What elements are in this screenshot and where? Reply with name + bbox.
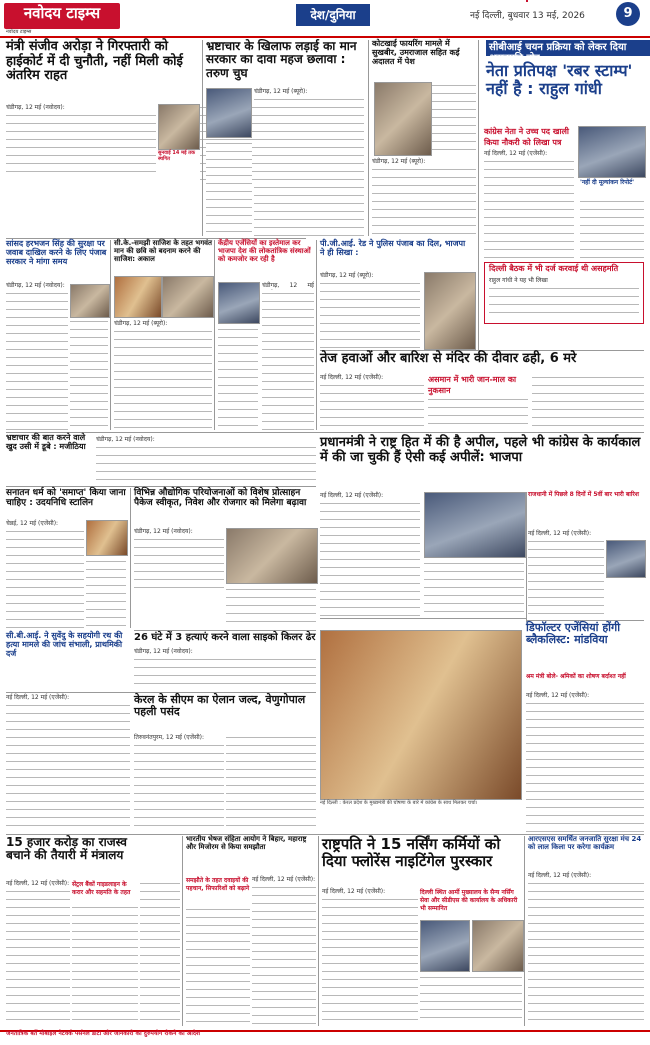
story-body — [484, 158, 574, 258]
story-lead: नई दिल्ली, 12 मई (एजेंसी): — [528, 530, 592, 537]
story-headline: प्रधानमंत्री ने राष्ट्र हित में की है अपील, पहले भी कांग्रेस के कार्यकाल में की जा चुकी हैं ऐसी कई अपीलें: भाजपा — [320, 435, 641, 465]
story-lead: नई दिल्ली, 12 मई (एजेंसी): — [528, 872, 592, 879]
story-body — [6, 528, 84, 628]
story-lead: चंडीगढ़, 12 मई (नवोदय): — [6, 282, 65, 289]
divider — [182, 836, 183, 1026]
story-lead: चंडीगढ़, 12 मई — [262, 282, 314, 289]
story-lead: नई दिल्ली, 12 मई (एजेंसी): — [320, 374, 384, 381]
story-lead: चंडीगढ़, 12 मई (नवोदय): — [6, 104, 65, 111]
story-body-col — [532, 374, 644, 430]
story-headline: राजधानी में पिछले 8 दिनों में 5वीं बार भारी बारिश — [528, 491, 639, 498]
story-subhead: समझौते के तहत दवाइयों की पहचान, सिफारिशों को बढ़ाने — [186, 877, 250, 892]
story-photo — [114, 276, 162, 318]
story-body — [6, 702, 130, 832]
story-photo — [70, 284, 110, 318]
page-header — [0, 0, 650, 38]
story-headline: नेता प्रतिपक्ष 'रबर स्टाम्प' नहीं है : राहुल गांधी — [486, 61, 633, 98]
story-subhead: कांग्रेस नेता ने उच्च पद खाली किया नौकरी को लिखा पत्र — [484, 127, 569, 147]
story-photo — [218, 282, 260, 324]
story-photo — [86, 520, 128, 556]
story-box — [484, 262, 644, 324]
story-body-col — [432, 82, 476, 154]
section-label: देश/दुनिया — [296, 4, 370, 26]
story-body-col — [140, 880, 180, 1024]
story-lead: चंडीगढ़, 12 मई (नवोदय): — [96, 436, 155, 443]
story-lead: नई दिल्ली, 12 मई (एजेंसी): — [526, 692, 590, 699]
story-photo — [226, 528, 318, 584]
story-lead: नई दिल्ली, 12 मई (एजेंसी): — [6, 694, 70, 701]
story-body — [134, 656, 316, 690]
story-body — [372, 166, 476, 236]
story-body — [528, 880, 644, 1024]
divider — [524, 836, 525, 1026]
story-lead: तिरुवनंतपुरम, 12 मई (एजेंसी): — [134, 734, 204, 741]
story-lead: चंडीगढ़, 12 मई (ब्यूरो): — [254, 88, 308, 95]
story-subhead: असमान में भारी जान-माल का नुकसान — [428, 375, 517, 395]
divider — [6, 486, 316, 487]
story-photo — [420, 920, 470, 972]
story-photo — [578, 126, 646, 178]
story-body — [489, 285, 639, 319]
story-body — [6, 888, 70, 1024]
story-headline: राष्ट्रपति ने 15 नर्सिंग कर्मियों को दिया फ्लोरेंस नाइटिंगेल पुरस्कार — [322, 835, 501, 870]
divider — [316, 240, 317, 430]
story-body-col — [420, 974, 522, 1024]
story-body — [96, 444, 316, 484]
story-lead: चंडीगढ़, 12 मई (नवोदय): — [134, 648, 193, 655]
story-photo — [206, 88, 252, 138]
story-body-col — [206, 140, 252, 236]
story-subhead: सेंट्रल बैंकों गाइडलाइन के करार और सहमति के तहत — [72, 881, 131, 896]
story-lead: नई दिल्ली, 12 मई (एजेंसी): — [484, 150, 548, 157]
story-body — [322, 896, 418, 1024]
story-body — [320, 382, 424, 430]
story-headline: सनातन धर्म को 'समाप्त' किया जाना चाहिए : उदयनिधि स्टालिन — [6, 488, 126, 509]
story-headline: 26 घंटे में 3 हत्याएं करने वाला साइको किलर ढेर — [134, 632, 316, 643]
story-headline: सांसद हरभजन सिंह की सुरक्षा पर जवाब दाखिल करने के लिए पंजाब सरकार ने मांगा समय — [6, 239, 107, 266]
story-lead: चंडीगढ़, 12 मई (नवोदय): — [134, 528, 193, 535]
story-body — [134, 742, 224, 832]
story-subhead: 'नहीं दी मूल्यांकन रिपोर्ट' — [580, 179, 635, 186]
story-body-col — [580, 198, 644, 258]
story-body-col — [86, 558, 126, 628]
story-headline: तेज हवाओं और बारिश से मंदिर की दीवार ढही, 6 मरे — [320, 351, 577, 366]
divider — [368, 40, 369, 236]
story-lead: राहुल गांधी ने यह भी लिखा — [489, 277, 548, 284]
story-body — [528, 538, 604, 618]
story-photo — [606, 540, 646, 578]
story-lead: चंडीगढ़, 12 मई (ब्यूरो): — [114, 320, 168, 327]
story-lead: नई दिल्ली, 12 मई (एजेंसी): — [6, 880, 70, 887]
story-body — [254, 96, 364, 236]
story-lead: चंडीगढ़, 12 मई (ब्यूरो): — [320, 272, 374, 279]
divider — [202, 40, 203, 236]
photo-caption: नई दिल्ली : केरल प्रदेश के मुख्यमंत्री की घोषणा के बारे में कांग्रेस के साथ मिलकर चर्चा। — [320, 800, 478, 806]
story-body — [252, 884, 316, 1024]
masthead-sub: नवोदय टाइम्स — [6, 29, 32, 35]
story-lead: चेन्नई, 12 मई (एजेंसी): — [6, 520, 59, 527]
story-body-col — [218, 326, 258, 430]
story-headline: 15 हजार करोड़ का राजस्व बचाने की तैयारी में मंत्रालय — [6, 835, 127, 863]
story-photo — [374, 82, 432, 156]
story-headline: सी.बी.आई. ने सुवेंदु के सहयोगी रथ की हत्या मामले की जांच संभाली, प्राथमिकी दर्ज — [6, 631, 123, 658]
story-photo — [158, 104, 200, 150]
story-body-col — [226, 734, 316, 832]
story-headline: सी.के.-समझी साजिश के तहत भगवंत मान की छवि को बदनाम करने की साजिश: अकाल — [114, 239, 213, 263]
story-subhead: श्रम मंत्री बोले- श्रमिकों का शोषण बर्दाश्त नहीं — [526, 673, 626, 680]
masthead-logo: नवोदय टाइम्स — [4, 3, 120, 29]
story-body-col — [226, 586, 316, 628]
photo-caption: सुनवाई 14 मई तक स्थगित — [158, 150, 196, 162]
story-body — [134, 536, 224, 592]
divider — [318, 836, 319, 1026]
divider — [6, 432, 644, 433]
story-headline: डिफॉल्टर एजेंसियां होंगी ब्लैकलिस्ट: मांडविया — [526, 621, 621, 647]
page-number: 9 — [616, 2, 640, 26]
divider — [214, 240, 215, 430]
story-headline: कोटखाई फायरिंग मामले में सुखबीर, उमराजाल सहित कई अदालत में पेश — [372, 39, 460, 66]
story-lead: चंडीगढ़, 12 मई (ब्यूरो): — [372, 158, 426, 165]
story-headline: विभिन्न औद्योगिक परियोजनाओं को विशेष प्रोत्साहन पैकेज स्वीकृत, निवेश और रोजगार को मिलेगा बढ़ावा — [134, 488, 307, 509]
story-headline: जनतांत्रिक बर्ते मोबाइल नेटवर्क पर्सनल डाटा और जानकारी का दुरुपयोग रोकने का आदेश — [6, 1030, 201, 1037]
story-body — [114, 328, 212, 430]
story-body — [526, 700, 644, 832]
story-headline: केंद्रीय एजेंसियों का इस्तेमाल कर भाजपा देश की लोकतांत्रिक संस्थाओं को कमजोर कर रही है — [218, 239, 311, 263]
divider — [320, 618, 526, 619]
story-photo — [424, 272, 476, 350]
dateline: नई दिल्ली, बुधवार 13 मई, 2026 — [470, 11, 585, 21]
story-photo — [424, 492, 526, 558]
story-body-col — [428, 396, 528, 430]
divider — [478, 40, 479, 350]
story-headline: भ्रष्टाचार की बात करने वाले खुद उसी में डूबे : मजीठिया — [6, 433, 86, 451]
story-headline: केरल के सीएम का ऐलान जल्द, वेणुगोपाल पहली पसंद — [134, 693, 306, 719]
story-lead: नई दिल्ली, 12 मई (एजेंसी): — [252, 876, 316, 883]
story-headline: पी.जी.आई. रेड ने पुलिस पंजाब का दिल, भाजपा ने ही सिखा : — [320, 239, 466, 257]
story-headline: भ्रष्टाचार के खिलाफ लड़ाई का मान सरकार का दावा महज छलावा : तरुण चुघ — [206, 39, 357, 80]
story-headline: भारतीय भेषज संहिता आयोग ने बिहार, महाराष्ट्र और मिजोरम से किया समझौता — [186, 835, 307, 851]
story-body — [6, 112, 156, 172]
story-headline: आरएसएस समर्थित जनजाति सुरक्षा मंच 24 को लाल किला पर करेगा कार्यक्रम — [528, 835, 642, 851]
story-headline: मंत्री संजीव अरोड़ा ने गिरफ्तारी को हाईकोर्ट में दी चुनौती, नहीं मिली कोई अंतरिम राहत — [6, 39, 183, 84]
story-lead: नई दिल्ली, 12 मई (एजेंसी): — [320, 492, 384, 499]
story-photo — [162, 276, 214, 318]
story-body-col — [186, 906, 250, 1024]
divider — [526, 492, 527, 622]
story-lead: नई दिल्ली, 12 मई (एजेंसी): — [322, 888, 386, 895]
story-photo — [472, 920, 524, 972]
story-headline: दिल्ली बैठक में भी दर्ज करवाई थी असहमति — [489, 264, 619, 273]
divider — [134, 630, 316, 631]
story-photo-large — [320, 630, 522, 800]
divider — [130, 488, 131, 628]
story-body — [320, 500, 420, 616]
story-body — [320, 280, 420, 348]
divider — [110, 240, 111, 430]
story-body — [6, 290, 68, 430]
story-subhead: दिल्ली स्थित आर्मी मुख्यालय के सैन्य नर्सिंग सेवा और सीडीएस की कार्यालय के अधिकारी भी सम्मानित — [420, 889, 518, 912]
story-body-col — [424, 560, 524, 616]
story-body-col — [72, 904, 138, 1024]
story-body-col — [70, 318, 108, 430]
story-kicker: सीबीआई चयन प्रक्रिया को लेकर दिया असहमति नोट — [486, 40, 650, 56]
story-body — [262, 290, 314, 430]
